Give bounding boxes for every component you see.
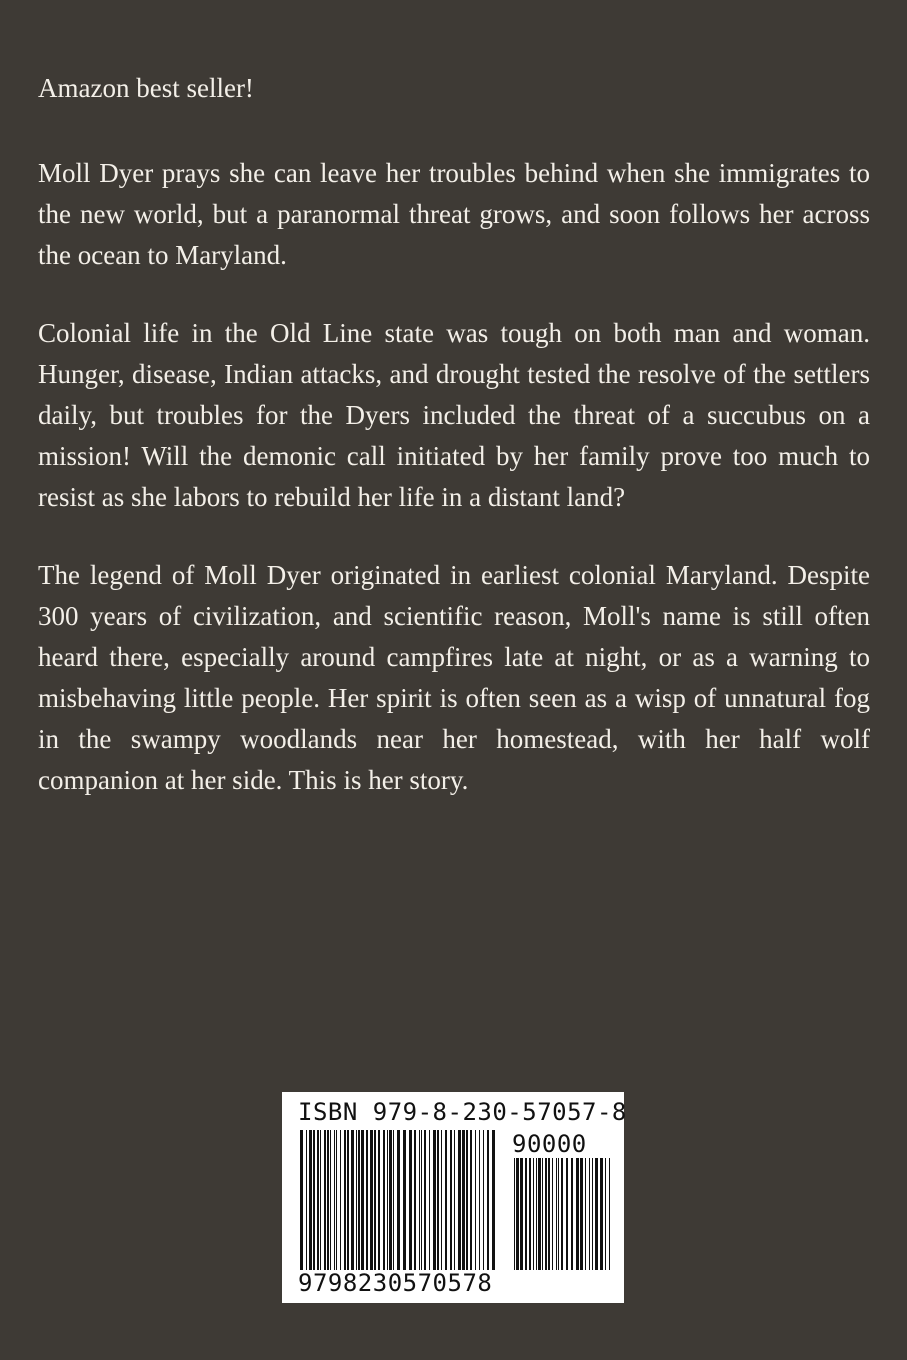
barcode-bar	[580, 1158, 583, 1270]
barcode-bar	[393, 1130, 394, 1270]
barcode-bar	[542, 1158, 543, 1270]
barcode-bar	[538, 1158, 541, 1270]
barcode-bar	[525, 1158, 527, 1270]
barcode-bar	[475, 1130, 476, 1270]
barcode-bar	[383, 1130, 385, 1270]
barcode-bar	[533, 1158, 534, 1270]
barcode-bar	[300, 1130, 303, 1270]
barcode-bar	[378, 1130, 380, 1270]
barcode-bar	[419, 1130, 420, 1270]
barcode-bar	[361, 1130, 364, 1270]
barcode-bar	[609, 1158, 610, 1270]
barcode-bar	[571, 1158, 573, 1270]
barcode-bar	[344, 1130, 346, 1270]
barcode-bar	[437, 1130, 439, 1270]
barcode-bar	[589, 1158, 590, 1270]
barcode-bar	[336, 1130, 337, 1270]
barcode-bar	[317, 1130, 319, 1270]
barcode-bar	[548, 1158, 550, 1270]
price-code: 90000	[512, 1130, 587, 1158]
barcode-bar	[433, 1130, 436, 1270]
barcode-bar	[334, 1130, 335, 1270]
barcode-bar	[356, 1130, 357, 1270]
barcode-bar	[514, 1158, 515, 1270]
barcode-bar	[309, 1130, 312, 1270]
isbn-barcode	[282, 1092, 627, 1303]
barcode-bar	[520, 1158, 523, 1270]
barcode-bar	[366, 1130, 368, 1270]
blurb-paragraph-2: Colonial life in the Old Line state was tough on both man and woman. Hunger, disease, Indian attacks, and drought tested the resolve of the settlers daily, but troubles for the Dyers included the threat of a succubus on a mission! Will the demonic call initiated by her family prove too much to resist as she labors to rebuild her life in a distant land?	[38, 318, 870, 512]
barcode-bar	[600, 1158, 603, 1270]
barcode-bar	[429, 1130, 430, 1270]
barcode-bar	[479, 1130, 480, 1270]
barcode-bar	[585, 1158, 586, 1270]
blurb-paragraph-1: Moll Dyer prays she can leave her troubles behind when she immigrates to the new world, but a paranormal threat grows, and soon follows her across the ocean to Maryland.	[38, 158, 870, 270]
barcode-bar	[389, 1130, 392, 1270]
barcode-bar	[516, 1158, 519, 1270]
barcode-digits: 9798230570578	[298, 1269, 493, 1297]
barcode-bar	[492, 1130, 495, 1270]
isbn-label: ISBN 979-8-230-57057-8	[298, 1098, 627, 1126]
barcode-bar	[556, 1158, 557, 1270]
barcode-bar	[483, 1130, 484, 1270]
barcode-bar	[454, 1130, 455, 1270]
barcode-bar	[536, 1158, 537, 1270]
barcode-bar	[358, 1130, 360, 1270]
barcode-bar	[458, 1130, 461, 1270]
barcode-bar	[403, 1130, 406, 1270]
barcode-bar	[552, 1158, 553, 1270]
barcode-bar	[370, 1130, 373, 1270]
barcode-bar	[592, 1158, 593, 1270]
barcode-bar	[595, 1158, 598, 1270]
barcode-bar	[470, 1130, 472, 1270]
barcode-bar	[466, 1130, 468, 1270]
barcode-bars-addon	[514, 1158, 610, 1270]
barcode-bar	[414, 1130, 416, 1270]
barcode-bar	[374, 1130, 376, 1270]
barcode-bar	[409, 1130, 412, 1270]
barcode-bar	[605, 1158, 606, 1270]
barcode-bar	[387, 1130, 388, 1270]
barcode-bar	[441, 1130, 442, 1270]
barcode-bar	[330, 1130, 331, 1270]
barcode-bar	[576, 1158, 579, 1270]
barcode-bar	[351, 1130, 354, 1270]
barcode-bar	[313, 1130, 315, 1270]
barcode-bar	[324, 1130, 326, 1270]
barcode-bar	[487, 1130, 489, 1270]
blurb-paragraph-3: The legend of Moll Dyer originated in earliest colonial Maryland. Despite 300 years of civilization, and scientific reason, Moll's name is still often heard there, especially around campfires late at night, or as a warning to misbehaving little people. Her spirit is often seen as a wisp of unnatural fog in the swampy woodlands near her homestead, with her half wolf companion at her side. This is her story.	[38, 560, 870, 795]
barcode-bar	[424, 1130, 426, 1270]
barcode-bar	[397, 1130, 400, 1270]
barcode-bar	[545, 1158, 547, 1270]
barcode-bar	[421, 1130, 422, 1270]
barcode-bar	[320, 1130, 321, 1270]
barcode-bar	[462, 1130, 465, 1270]
barcode-bar	[306, 1130, 307, 1270]
barcode-bar	[340, 1130, 341, 1270]
barcode-bar	[529, 1158, 531, 1270]
back-cover-text	[38, 68, 870, 838]
barcode-bar	[327, 1130, 329, 1270]
barcode-bars-main	[300, 1130, 496, 1270]
barcode-bar	[445, 1130, 447, 1270]
headline: Amazon best seller!	[38, 73, 254, 103]
barcode-bar	[347, 1130, 349, 1270]
barcode-bar	[561, 1158, 563, 1270]
barcode-bar	[450, 1130, 452, 1270]
barcode-bar	[558, 1158, 559, 1270]
barcode-bar	[566, 1158, 568, 1270]
